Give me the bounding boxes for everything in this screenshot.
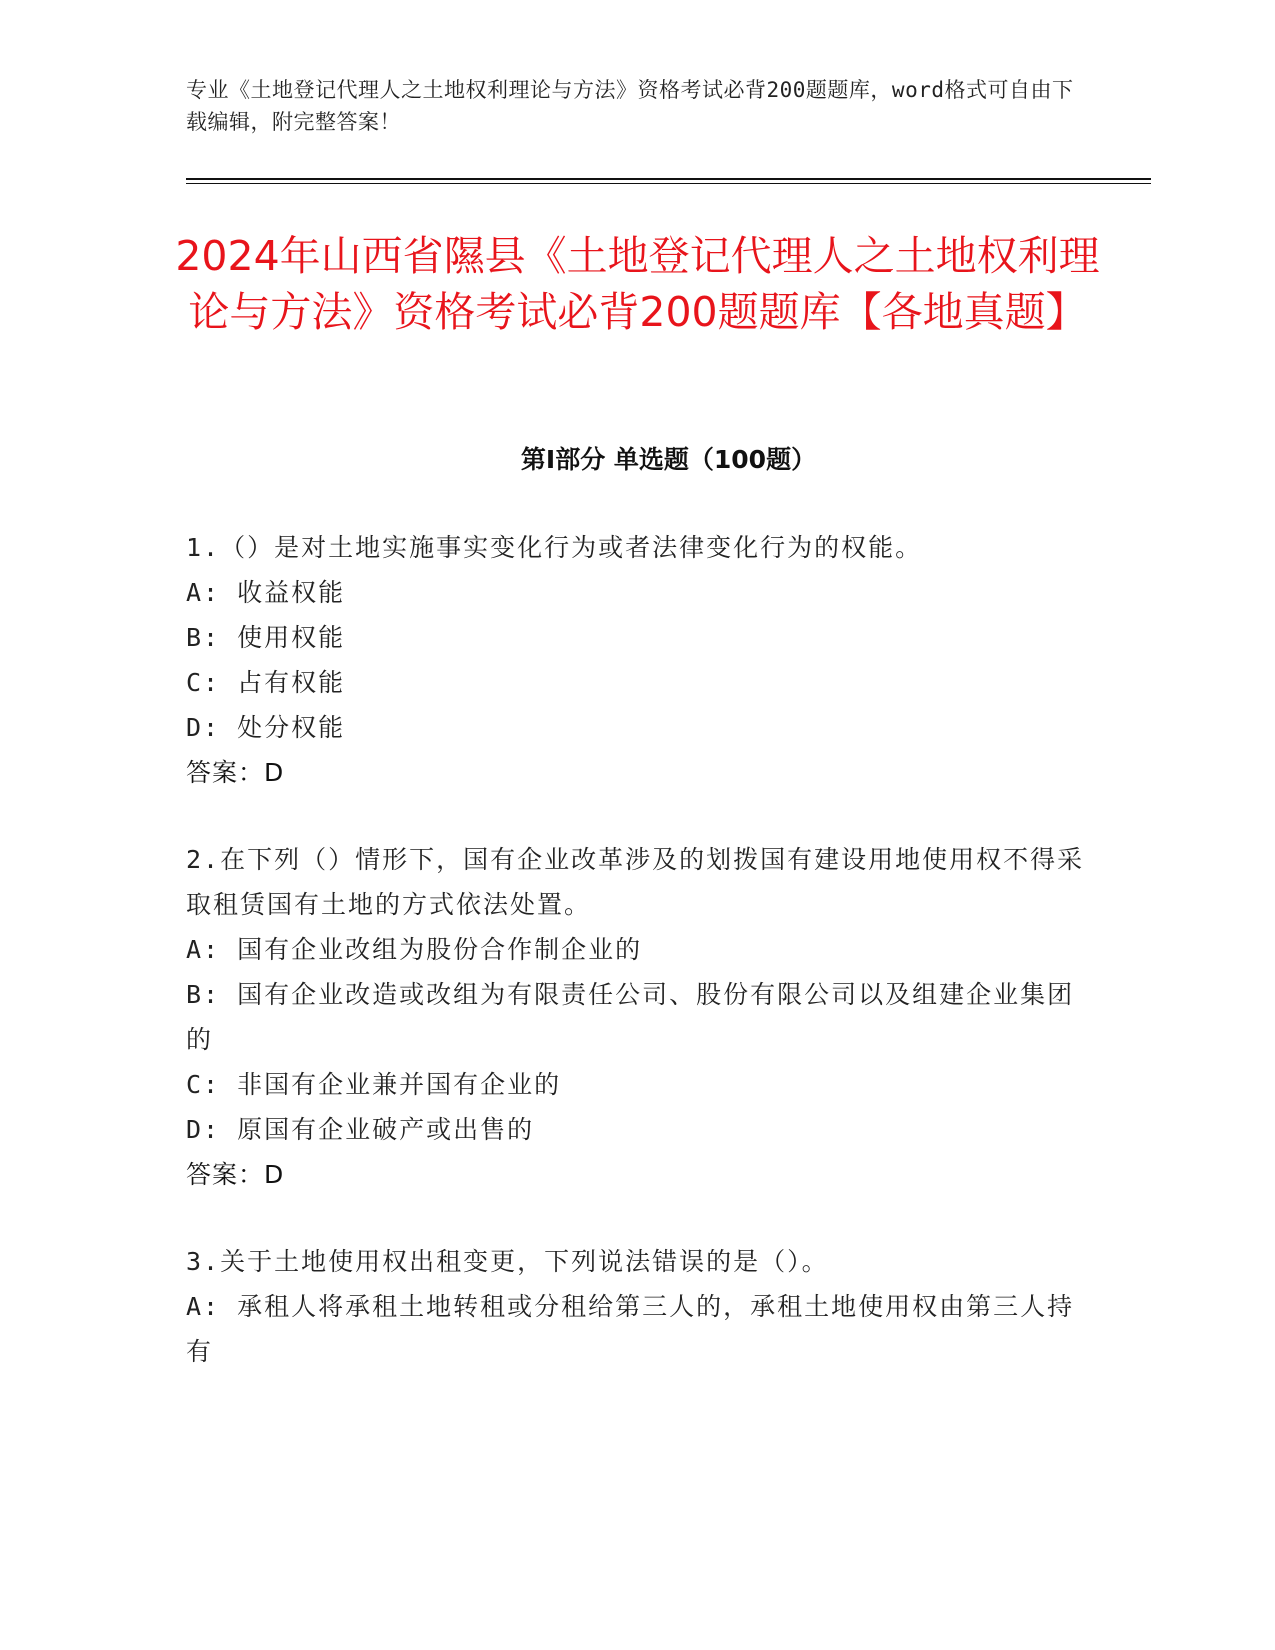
- answer: 答案：D: [186, 1160, 285, 1189]
- option-a: A: 承租人将承租土地转租或分租给第三人的，承租土地使用权由第三人持有: [186, 1292, 1075, 1366]
- question-stem: 2.在下列（）情形下，国有企业改革涉及的划拨国有建设用地使用权不得采取租赁国有土地的方式依法处置。: [186, 845, 1085, 919]
- section-heading: 第I部分 单选题（100题）: [520, 445, 817, 474]
- question-1: [186, 525, 1086, 795]
- option-c: C: 非国有企业兼并国有企业的: [186, 1070, 562, 1099]
- option-d: D: 原国有企业破产或出售的: [186, 1115, 535, 1144]
- answer: 答案：D: [186, 758, 285, 787]
- option-a: A: 国有企业改组为股份合作制企业的: [186, 935, 643, 964]
- header-divider-thin: [186, 183, 1151, 184]
- header-divider-thick: [186, 178, 1151, 180]
- question-2: [186, 837, 1086, 1197]
- option-d: D: 处分权能: [186, 713, 346, 742]
- header-note: 专业《土地登记代理人之土地权利理论与方法》资格考试必背200题题库，word格式可自由下载编辑，附完整答案！: [186, 78, 1074, 134]
- option-b: B: 国有企业改造或改组为有限责任公司、股份有限公司以及组建企业集团的: [186, 980, 1075, 1054]
- option-c: C: 占有权能: [186, 668, 346, 697]
- question-stem: 3.关于土地使用权出租变更，下列说法错误的是（）。: [186, 1247, 829, 1276]
- question-list: [186, 525, 1086, 1416]
- option-a: A: 收益权能: [186, 578, 346, 607]
- document-title: 2024年山西省隰县《土地登记代理人之土地权利理论与方法》资格考试必背200题题库【各地真题】: [175, 232, 1100, 336]
- question-stem: 1.（）是对土地实施事实变化行为或者法律变化行为的权能。: [186, 533, 923, 562]
- option-b: B: 使用权能: [186, 623, 346, 652]
- question-3: [186, 1239, 1086, 1374]
